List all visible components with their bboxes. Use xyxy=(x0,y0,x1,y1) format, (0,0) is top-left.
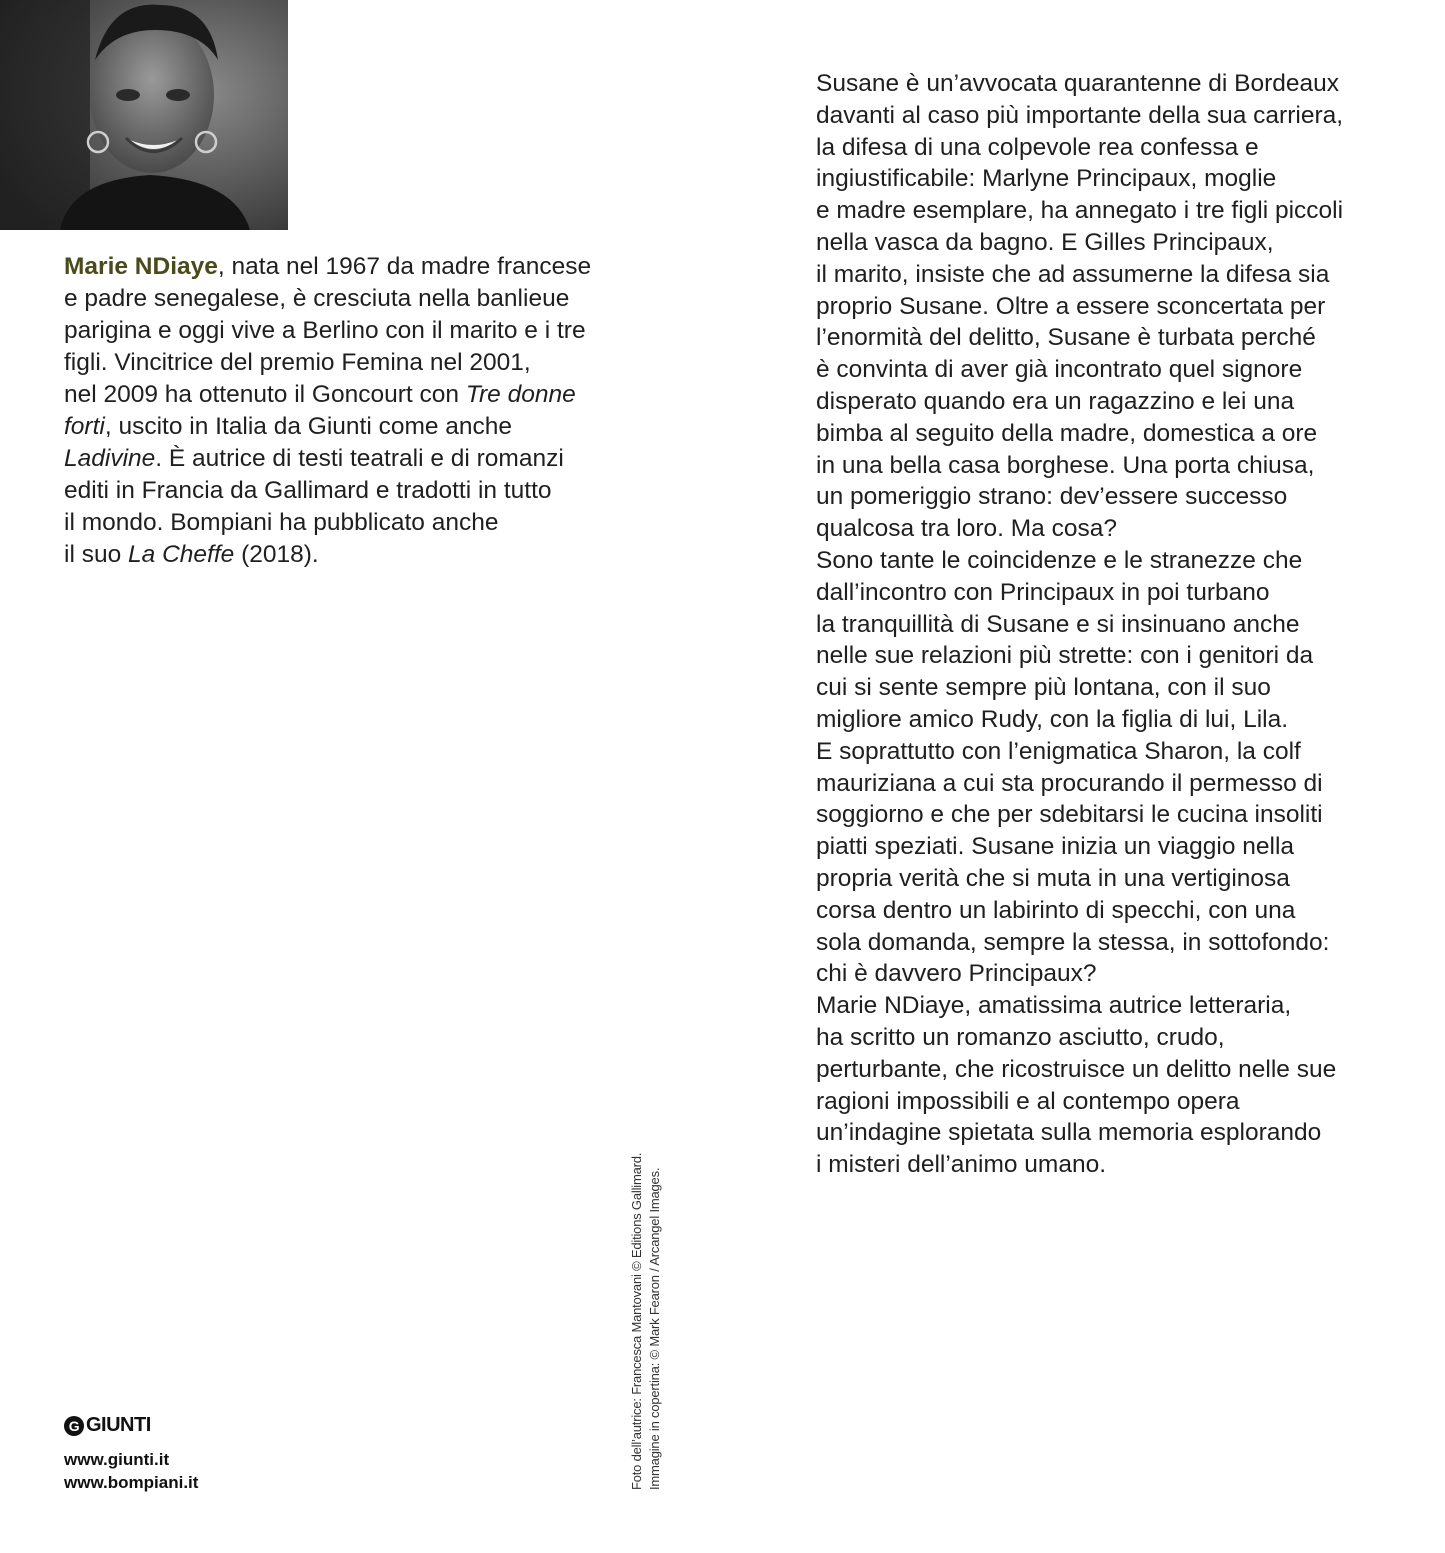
blurb-line: in una bella casa borghese. Una porta chiusa, xyxy=(816,451,1315,479)
blurb-line: chi è davvero Principaux? xyxy=(816,960,1097,988)
bio-line xyxy=(64,539,624,571)
url-bompiani[interactable]: www.bompiani.it xyxy=(64,1473,199,1492)
photo-credits xyxy=(628,1150,668,1490)
bio-text: nel 2009 ha ottenuto il Goncourt con xyxy=(64,381,460,408)
bio-text: . È autrice di testi teatrali e di romanzi xyxy=(155,445,564,472)
bio-line: editi in Francia da Gallimard e tradotti in tutto xyxy=(64,477,552,504)
author-photo xyxy=(0,0,288,230)
blurb-line: sola domanda, sempre la stessa, in sottofondo: xyxy=(816,928,1330,956)
credit-line: Immagine in copertina: © Mark Fearon / Arcangel Images. xyxy=(647,1167,662,1490)
blurb-line: la difesa di una colpevole rea confessa e xyxy=(816,133,1259,161)
blurb-line: Marie NDiaye, amatissima autrice letteraria, xyxy=(816,992,1292,1020)
blurb-line: disperato quando era un ragazzino e lei una xyxy=(816,387,1295,415)
blurb-line: Sono tante le coincidenze e le stranezze che xyxy=(816,546,1303,574)
blurb-line: soggiorno e che per sdebitarsi le cucina insoliti xyxy=(816,801,1323,829)
blurb-line: ha scritto un romanzo asciutto, crudo, xyxy=(816,1023,1225,1051)
bio-line xyxy=(64,251,624,283)
blurb-line: un pomeriggio strano: dev’essere successo xyxy=(816,483,1288,511)
blurb-line: propria verità che si muta in una vertiginosa xyxy=(816,864,1290,892)
publisher-logo xyxy=(64,1414,151,1437)
bio-line: il mondo. Bompiani ha pubblicato anche xyxy=(64,509,499,536)
blurb-line: davanti al caso più importante della sua carriera, xyxy=(816,101,1344,129)
book-title: Tre donne xyxy=(465,381,576,408)
blurb-line: dall’incontro con Principaux in poi turbano xyxy=(816,578,1270,606)
blurb-line: migliore amico Rudy, con la figlia di lui, Lila. xyxy=(816,705,1289,733)
blurb-line: ingiustificabile: Marlyne Principaux, moglie xyxy=(816,165,1277,193)
bio-line: figli. Vincitrice del premio Femina nel 2001, xyxy=(64,349,531,376)
bio-line: e padre senegalese, è cresciuta nella banlieue xyxy=(64,285,570,312)
blurb-line: il marito, insiste che ad assumerne la difesa sia xyxy=(816,260,1330,288)
blurb-line: mauriziana a cui sta procurando il permesso di xyxy=(816,769,1323,797)
bio-line xyxy=(64,411,624,443)
url-giunti[interactable]: www.giunti.it xyxy=(64,1450,170,1469)
book-title: Ladivine xyxy=(64,445,156,472)
blurb-line: perturbante, che ricostruisce un delitto nelle sue xyxy=(816,1055,1337,1083)
blurb-line: è convinta di aver già incontrato quel signore xyxy=(816,356,1303,384)
giunti-logo-icon: G xyxy=(64,1416,84,1436)
blurb-line: nelle sue relazioni più strette: con i genitori da xyxy=(816,642,1314,670)
bio-line: parigina e oggi vive a Berlino con il marito e i tre xyxy=(64,317,586,344)
author-portrait-photo xyxy=(0,0,288,230)
blurb-line: nella vasca da bagno. E Gilles Principaux, xyxy=(816,228,1274,256)
blurb-line: cui si sente sempre più lontana, con il suo xyxy=(816,674,1271,702)
blurb-line: l’enormità del delitto, Susane è turbata perché xyxy=(816,324,1316,352)
blurb-line: ragioni impossibili e al contempo opera xyxy=(816,1087,1240,1115)
blurb-line: proprio Susane. Oltre a essere sconcertata per xyxy=(816,292,1326,320)
bio-text: (2018). xyxy=(241,541,319,568)
blurb-line: Susane è un’avvocata quarantenne di Bordeaux xyxy=(816,70,1340,97)
bio-text: il suo xyxy=(64,541,122,568)
bio-text: , nata nel 1967 da madre francese xyxy=(217,253,592,280)
bio-line xyxy=(64,443,624,475)
blurb-line: corsa dentro un labirinto di specchi, con una xyxy=(816,896,1296,924)
publisher-name: GIUNTI xyxy=(86,1414,151,1436)
publisher-urls xyxy=(64,1448,198,1494)
credit-line: Foto dell’autrice: Francesca Mantovani © Editions Gallimard. xyxy=(629,1152,644,1490)
author-bio xyxy=(64,251,624,571)
book-title: La Cheffe xyxy=(128,541,235,568)
blurb-line: e madre esemplare, ha annegato i tre figli piccoli xyxy=(816,197,1344,225)
blurb-line: la tranquillità di Susane e si insinuano anche xyxy=(816,610,1300,638)
blurb-line: E soprattutto con l’enigmatica Sharon, la colf xyxy=(816,737,1301,765)
blurb-line: un’indagine spietata sulla memoria esplorando xyxy=(816,1119,1322,1147)
bio-line xyxy=(64,379,624,411)
author-name: Marie NDiaye xyxy=(64,253,218,280)
blurb-line: piatti speziati. Susane inizia un viaggio nella xyxy=(816,833,1295,861)
book-blurb xyxy=(816,68,1416,1181)
book-title: forti xyxy=(64,413,105,440)
bio-text: , uscito in Italia da Giunti come anche xyxy=(104,413,513,440)
blurb-line: qualcosa tra loro. Ma cosa? xyxy=(816,515,1117,543)
blurb-line: i misteri dell’animo umano. xyxy=(816,1151,1107,1179)
blurb-line: bimba al seguito della madre, domestica a ore xyxy=(816,419,1318,447)
